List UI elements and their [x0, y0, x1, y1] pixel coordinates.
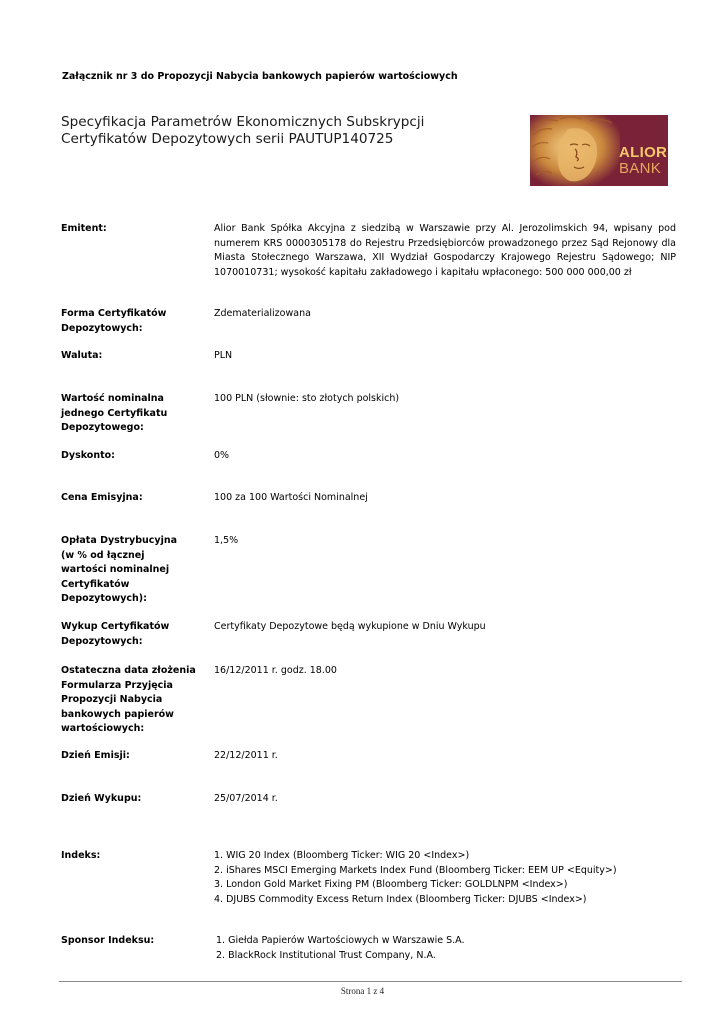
value-dyskonto: 0% — [214, 450, 230, 461]
document-title — [61, 114, 424, 148]
logo-wordmark — [619, 145, 668, 177]
value-emitent: Alior Bank Spółka Akcyjna z siedzibą w Warszawie przy Al. Jerozolimskich 94, wpisany pod numerem KRS 0000305178 do Rejestru Przedsiębiorców prowadzonego przez Sąd Rejonowy dla Miasta Stołecznego Warszawa, XII Wydział Gospodarczy Krajowego Rejestru Sądowego; NIP 1070010731; wysokość kapitału zakładowego i kapitału wpłaconego: 500 000 000,00 zł — [214, 223, 676, 278]
list-item: 1. Giełda Papierów Wartościowych w Warszawie S.A. — [216, 935, 465, 946]
list-item: 2. iShares MSCI Emerging Markets Index Fund (Bloomberg Ticker: EEM UP <Equity>) — [214, 864, 617, 876]
indeks-list — [214, 849, 676, 907]
label-waluta: Waluta: — [61, 350, 103, 361]
value-dzien-wykupu: 25/07/2014 r. — [214, 793, 278, 804]
annex-title: Załącznik nr 3 do Propozycji Nabycia bankowych papierów wartościowych — [62, 71, 458, 82]
label-wartosc-nominalna: Wartość nominalna jednego Certyfikatu Depozytowego: — [61, 393, 168, 433]
value-wartosc-nominalna: 100 PLN (słownie: sto złotych polskich) — [214, 393, 400, 404]
label-oplata-dystrybucyjna: Opłata Dystrybucyjna (w % od łącznej wartości nominalnej Certyfikatów Depozytowych): — [61, 535, 178, 604]
label-dyskonto: Dyskonto: — [61, 450, 115, 461]
value-data-zlozenia: 16/12/2011 r. godz. 18.00 — [214, 665, 337, 676]
label-forma: Forma Certyfikatów Depozytowych: — [61, 308, 167, 334]
list-item: 3. London Gold Market Fixing PM (Bloomberg Ticker: GOLDLNPM <Index>) — [214, 879, 568, 890]
label-dzien-emisji: Dzień Emisji: — [61, 750, 130, 761]
label-cena-emisyjna: Cena Emisyjna: — [61, 492, 143, 503]
list-item: 2. BlackRock Institutional Trust Company, N.A. — [216, 949, 436, 961]
label-data-zlozenia: Ostateczna data złożenia Formularza Przyjęcia Propozycji Nabycia bankowych papierów wartościowych: — [61, 665, 196, 734]
list-item: 1. WIG 20 Index (Bloomberg Ticker: WIG 20 <Index>) — [214, 850, 470, 861]
label-indeks: Indeks: — [61, 850, 101, 861]
value-cena-emisyjna: 100 za 100 Wartości Nominalnej — [214, 492, 368, 503]
logo-word-bank: BANK — [619, 160, 662, 177]
label-emitent: Emitent: — [61, 223, 107, 234]
logo-word-alior: ALIOR — [619, 144, 668, 161]
value-wykup: Certyfikaty Depozytowe będą wykupione w Dniu Wykupu — [214, 621, 486, 632]
label-dzien-wykupu: Dzień Wykupu: — [61, 793, 142, 804]
value-dzien-emisji: 22/12/2011 r. — [214, 750, 278, 761]
label-sponsor-indeksu: Sponsor Indeksu: — [61, 935, 155, 946]
document-title-line-2: Certyfikatów Depozytowych serii PAUTUP140725 — [61, 131, 394, 147]
document-title-line-1: Specyfikacja Parametrów Ekonomicznych Subskrypcji — [61, 114, 425, 130]
footer-divider — [59, 981, 682, 982]
label-wykup: Wykup Certyfikatów Depozytowych: — [61, 621, 170, 647]
value-forma: Zdematerializowana — [214, 308, 311, 319]
logo-face-emblem — [530, 115, 620, 186]
value-oplata-dystrybucyjna: 1,5% — [214, 535, 239, 546]
value-waluta: PLN — [214, 350, 233, 361]
page-number: Strona 1 z 4 — [340, 986, 385, 996]
list-item: 4. DJUBS Commodity Excess Return Index (Bloomberg Ticker: DJUBS <Index>) — [214, 893, 587, 905]
alior-bank-logo — [530, 115, 668, 186]
sponsor-list — [216, 934, 678, 963]
